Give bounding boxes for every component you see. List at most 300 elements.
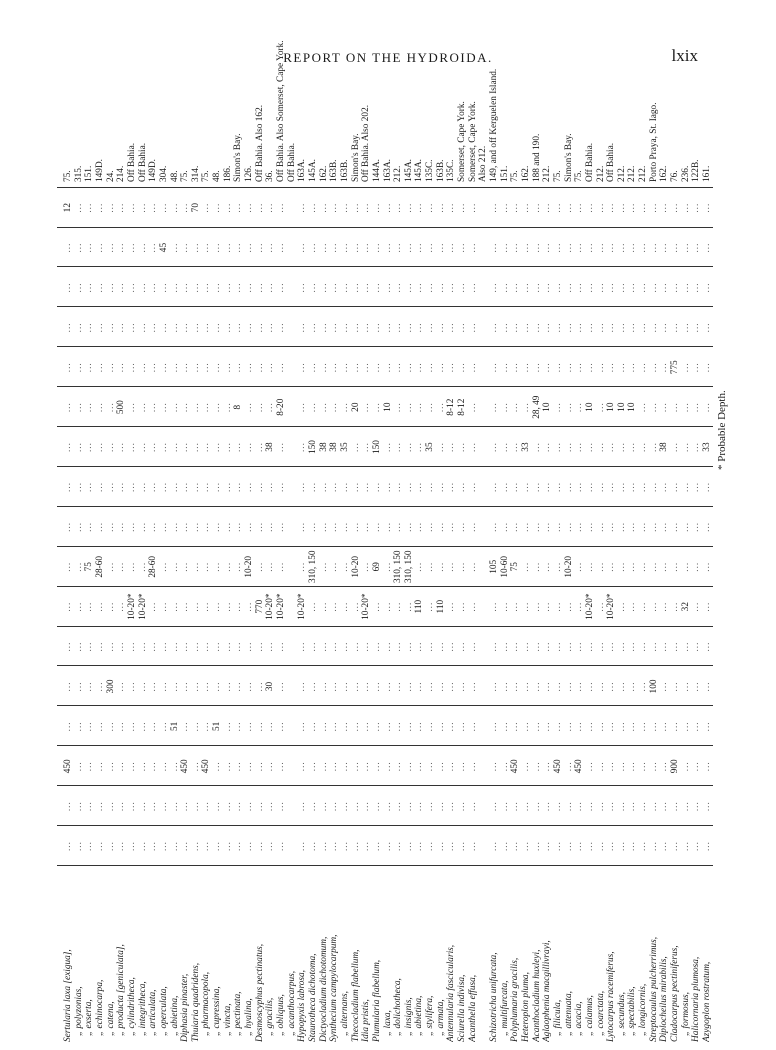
depth-cell: ... <box>244 841 255 852</box>
station-locality: 48. <box>169 170 180 182</box>
depth-cell: ... <box>489 402 499 413</box>
depth-cell: ... <box>670 841 681 852</box>
depth-cell: ... <box>595 442 606 453</box>
depth-cell: ... <box>307 761 318 772</box>
depth-cell: ... <box>606 681 617 692</box>
table-row <box>170 88 181 1042</box>
species-name: Diplocheilus mirabilis, <box>659 956 670 1042</box>
depth-cell: ... <box>457 322 468 333</box>
table-row <box>404 88 415 1042</box>
depth-cell: ... <box>265 282 276 293</box>
depth-cell: ... <box>116 481 127 492</box>
depth-cell: ... <box>297 841 308 852</box>
depth-cell: ... <box>201 841 212 852</box>
depth-cell: ... <box>265 721 276 732</box>
depth-cell: ... <box>297 481 308 492</box>
species-name: Acanthella effusa, <box>467 974 478 1042</box>
depth-cell: ... <box>446 561 457 572</box>
depth-cell: ... <box>552 322 563 333</box>
depth-cell: ... <box>318 242 329 253</box>
depth-cell: ... <box>595 841 606 852</box>
depth-cell: ... <box>446 801 457 812</box>
depth-cell: ... <box>116 801 127 812</box>
depth-cell: ... <box>73 242 84 253</box>
station-locality: 75. <box>574 170 585 182</box>
depth-cell: ... <box>339 402 350 413</box>
depth-cell: ... <box>371 322 382 333</box>
depth-cell: ... <box>148 322 159 333</box>
depth-cell: 10 <box>606 402 617 412</box>
depth-cell: ... <box>489 681 499 692</box>
station-locality: 304. <box>158 165 169 182</box>
depth-cell: ... <box>94 761 105 772</box>
depth-cell: ... <box>254 681 265 692</box>
depth-cell: ... <box>414 521 425 532</box>
depth-cell: ... <box>425 761 436 772</box>
depth-cell: ... <box>265 521 276 532</box>
depth-cell: ... <box>180 641 191 652</box>
depth-cell: ... <box>212 442 223 453</box>
species-name: „ cupressina, <box>212 986 223 1036</box>
depth-cell: ... <box>222 721 233 732</box>
depth-cell: ... <box>648 362 659 373</box>
depth-cell: ... <box>116 601 127 612</box>
depth-cell: ... <box>201 721 212 732</box>
depth-cell: ... <box>329 841 340 852</box>
depth-cell: ... <box>126 841 137 852</box>
depth-cell: ... <box>297 202 308 213</box>
depth-cell: ... <box>499 402 510 413</box>
depth-cell: ... <box>574 841 585 852</box>
depth-cell: 10-20* <box>297 593 308 620</box>
depth-cell: ... <box>105 202 116 213</box>
depth-cell: ... <box>105 322 116 333</box>
depth-cell: ... <box>489 721 499 732</box>
depth-cell: ... <box>520 561 531 572</box>
depth-cell: ... <box>638 442 649 453</box>
depth-cell: ... <box>616 561 627 572</box>
depth-cell: 110 <box>435 599 446 614</box>
depth-cell: ... <box>670 322 681 333</box>
depth-cell: ... <box>329 721 340 732</box>
depth-cell: ... <box>307 282 318 293</box>
depth-cell: ... <box>318 282 329 293</box>
depth-cell: ... <box>446 521 457 532</box>
depth-cell: ... <box>371 601 382 612</box>
depth-cell: ... <box>510 721 521 732</box>
depth-cell: ... <box>457 841 468 852</box>
depth-cell: ... <box>425 641 436 652</box>
depth-cell: ... <box>233 561 244 572</box>
depth-cell: ... <box>425 362 436 373</box>
depth-cell: ... <box>467 481 478 492</box>
depth-cell: ... <box>499 282 510 293</box>
depth-cell: ... <box>137 721 148 732</box>
depth-cell: ... <box>190 641 201 652</box>
depth-cell: ... <box>94 322 105 333</box>
depth-cell: ... <box>84 242 95 253</box>
depth-cell: ... <box>329 681 340 692</box>
depth-cell: ... <box>233 481 244 492</box>
depth-cell: ... <box>329 362 340 373</box>
depth-cell: 8 <box>233 404 244 410</box>
depth-cell: ... <box>489 362 499 373</box>
depth-cell: ... <box>180 282 191 293</box>
depth-cell: ... <box>489 641 499 652</box>
depth-cell: ... <box>403 801 414 812</box>
depth-cell: ... <box>595 481 606 492</box>
depth-cell: ... <box>212 202 223 213</box>
depth-cell: 10-20* <box>584 593 595 620</box>
depth-cell: ... <box>457 481 468 492</box>
depth-cell: ... <box>563 601 574 612</box>
depth-cell: ... <box>73 521 84 532</box>
species-name: Dictyocladium dichotomum, <box>318 936 329 1042</box>
depth-cell: ... <box>361 442 372 453</box>
depth-cell: ... <box>531 801 542 812</box>
depth-cell: ... <box>435 202 446 213</box>
depth-cell: ... <box>307 801 318 812</box>
depth-cell: ... <box>520 402 531 413</box>
depth-cell: ... <box>201 362 212 373</box>
depth-cell: ... <box>382 561 393 572</box>
depth-cell: ... <box>542 322 553 333</box>
depth-cell: 28-60 <box>148 555 159 578</box>
depth-cell: ... <box>329 481 340 492</box>
table-row <box>255 88 266 1042</box>
depth-cell: 38 <box>318 442 329 452</box>
depth-cell: 310, 150 <box>393 550 404 584</box>
depth-cell: ... <box>361 681 372 692</box>
depth-cell: ... <box>435 282 446 293</box>
depth-cell: 45 <box>158 242 169 253</box>
depth-cell: ... <box>222 561 233 572</box>
depth-cell: ... <box>563 362 574 373</box>
depth-cell: ... <box>467 242 478 253</box>
depth-cell: ... <box>169 601 180 612</box>
depth-cell: ... <box>339 601 350 612</box>
species-name: Thecocladium flabellum, <box>350 949 361 1042</box>
station-locality: 214. <box>116 165 127 182</box>
species-name: „ articulata, <box>148 989 159 1036</box>
depth-cell: ... <box>606 442 617 453</box>
species-name: „ stylifera, <box>425 995 436 1036</box>
depth-cell: ... <box>606 761 617 772</box>
station-locality: Off Bahia. Also 202. <box>361 104 372 182</box>
table-row <box>670 88 681 1042</box>
depth-cell: ... <box>63 721 73 732</box>
depth-cell: ... <box>126 521 137 532</box>
depth-cell: ... <box>627 362 638 373</box>
depth-cell: ... <box>563 322 574 333</box>
station-locality: 162. <box>520 165 531 182</box>
depth-cell: ... <box>595 561 606 572</box>
depth-cell: ... <box>137 362 148 373</box>
depth-cell: ... <box>201 561 212 572</box>
depth-cell: ... <box>627 641 638 652</box>
depth-cell: ... <box>648 641 659 652</box>
depth-cell: ... <box>702 721 712 732</box>
depth-cell: ... <box>180 242 191 253</box>
depth-cell: ... <box>382 282 393 293</box>
depth-cell: ... <box>116 202 127 213</box>
depth-cell: ... <box>595 322 606 333</box>
depth-cell: ... <box>63 601 73 612</box>
depth-cell: ... <box>244 761 255 772</box>
depth-cell: ... <box>361 801 372 812</box>
depth-cell: ... <box>648 561 659 572</box>
depth-cell: ... <box>350 641 361 652</box>
depth-cell: ... <box>403 202 414 213</box>
depth-cell: ... <box>425 282 436 293</box>
depth-cell: ... <box>158 481 169 492</box>
species-name: Plumularia flabellum, <box>371 959 382 1042</box>
depth-cell: ... <box>457 721 468 732</box>
depth-cell: ... <box>116 282 127 293</box>
depth-cell: ... <box>73 641 84 652</box>
depth-cell: ... <box>659 521 670 532</box>
table-row <box>297 88 308 1042</box>
depth-cell: ... <box>73 721 84 732</box>
depth-cell: ... <box>414 242 425 253</box>
depth-cell: ... <box>414 801 425 812</box>
depth-cell: ... <box>467 362 478 373</box>
table-row <box>649 88 660 1042</box>
species-name: „ acanthocarpus, <box>286 970 297 1036</box>
depth-cell: ... <box>116 242 127 253</box>
depth-cell: ... <box>435 521 446 532</box>
species-name: Halicornaria plumosa, <box>691 956 702 1042</box>
depth-cell: ... <box>403 322 414 333</box>
depth-cell: ... <box>425 721 436 732</box>
depth-cell: ... <box>648 442 659 453</box>
depth-cell: ... <box>702 641 712 652</box>
depth-cell: ... <box>84 442 95 453</box>
depth-cell: ... <box>318 641 329 652</box>
species-name: Streptocaulus pulcherrimus, <box>648 936 659 1042</box>
depth-cell: ... <box>361 641 372 652</box>
depth-cell: ... <box>510 282 521 293</box>
depth-cell: ... <box>403 402 414 413</box>
depth-cell: ... <box>659 841 670 852</box>
depth-cell: ... <box>520 761 531 772</box>
table-row <box>84 88 95 1042</box>
species-name: Thuiaria quadridens, <box>190 962 201 1042</box>
depth-cell: ... <box>190 721 201 732</box>
depth-cell: ... <box>542 481 553 492</box>
depth-cell: ... <box>180 402 191 413</box>
depth-cell: ... <box>212 402 223 413</box>
depth-cell: ... <box>276 202 286 213</box>
table-row <box>532 88 543 1042</box>
depth-cell: ... <box>84 521 95 532</box>
depth-cell: ... <box>659 601 670 612</box>
depth-cell: ... <box>382 202 393 213</box>
depth-cell: ... <box>339 322 350 333</box>
depth-cell: ... <box>648 202 659 213</box>
station-locality: 145A. <box>403 159 414 182</box>
depth-cell: ... <box>307 242 318 253</box>
depth-cell: ... <box>680 402 691 413</box>
depth-cell: ... <box>467 322 478 333</box>
depth-cell: ... <box>158 282 169 293</box>
depth-cell: ... <box>531 242 542 253</box>
depth-cell: ... <box>244 202 255 213</box>
depth-cell: ... <box>659 242 670 253</box>
depth-cell: ... <box>212 841 223 852</box>
depth-cell: ... <box>190 561 201 572</box>
depth-cell: ... <box>595 362 606 373</box>
species-name: „ formosus, <box>680 992 691 1036</box>
depth-cell: ... <box>520 801 531 812</box>
depth-cell: ... <box>233 521 244 532</box>
depth-cell: ... <box>307 681 318 692</box>
depth-cell: ... <box>382 601 393 612</box>
depth-cell: ... <box>531 521 542 532</box>
depth-cell: 450 <box>201 759 212 774</box>
depth-cell: 10-20* <box>276 593 286 620</box>
depth-cell: ... <box>467 442 478 453</box>
depth-cell: ... <box>489 601 499 612</box>
depth-cell: ... <box>414 362 425 373</box>
depth-cell: ... <box>180 841 191 852</box>
depth-cell: ... <box>307 202 318 213</box>
station-locality: 24. <box>105 170 116 182</box>
depth-cell: ... <box>552 681 563 692</box>
depth-cell: ... <box>542 442 553 453</box>
depth-cell: ... <box>63 841 73 852</box>
depth-cell: ... <box>595 681 606 692</box>
depth-cell: ... <box>148 282 159 293</box>
depth-cell: ... <box>94 721 105 732</box>
depth-cell: ... <box>382 761 393 772</box>
depth-cell: ... <box>457 282 468 293</box>
depth-cell: ... <box>169 641 180 652</box>
table-row <box>201 88 212 1042</box>
depth-cell: ... <box>702 841 712 852</box>
depth-cell: ... <box>158 322 169 333</box>
depth-cell: ... <box>680 761 691 772</box>
depth-cell: ... <box>552 601 563 612</box>
depth-cell: ... <box>627 601 638 612</box>
depth-cell: ... <box>222 761 233 772</box>
station-locality: 163B. <box>339 159 350 182</box>
table-row <box>510 88 521 1042</box>
depth-cell: ... <box>180 442 191 453</box>
depth-cell: ... <box>212 561 223 572</box>
depth-cell: ... <box>638 721 649 732</box>
table-row <box>329 88 340 1042</box>
depth-cell: 450 <box>510 759 521 774</box>
depth-cell: ... <box>393 721 404 732</box>
depth-cell: ... <box>137 561 148 572</box>
depth-cell: ... <box>403 761 414 772</box>
depth-cell: ... <box>254 521 265 532</box>
depth-cell: 10-60 <box>499 555 510 578</box>
species-name: Diphasia pinaster, <box>180 973 191 1042</box>
depth-cell: ... <box>307 362 318 373</box>
depth-cell: ... <box>499 841 510 852</box>
species-name: „ catena, <box>105 1001 116 1036</box>
depth-cell: ... <box>350 362 361 373</box>
table-row <box>95 88 106 1042</box>
depth-cell: ... <box>435 841 446 852</box>
depth-cell: ... <box>638 681 649 692</box>
depth-cell: ... <box>158 721 169 732</box>
depth-cell: ... <box>670 561 681 572</box>
depth-cell: ... <box>307 601 318 612</box>
depth-cell: ... <box>403 282 414 293</box>
station-locality: 186. <box>222 165 233 182</box>
depth-cell: ... <box>584 481 595 492</box>
depth-cell: ... <box>574 521 585 532</box>
depth-cell: ... <box>94 641 105 652</box>
depth-cell: ... <box>158 601 169 612</box>
depth-cell: 10-20 <box>563 555 574 578</box>
station-locality: Off Bahia. <box>286 142 297 182</box>
depth-cell: ... <box>169 681 180 692</box>
table-row <box>627 88 638 1042</box>
depth-cell: ... <box>254 801 265 812</box>
depth-cell: ... <box>702 322 712 333</box>
depth-cell: ... <box>435 721 446 732</box>
depth-cell: ... <box>616 721 627 732</box>
depth-cell: ... <box>531 322 542 333</box>
depth-cell: ... <box>339 362 350 373</box>
depth-cell: ... <box>627 721 638 732</box>
depth-cell: ... <box>276 242 286 253</box>
depth-cell: ... <box>116 641 127 652</box>
depth-cell: ... <box>63 521 73 532</box>
depth-cell: ... <box>244 402 255 413</box>
species-name: Sciurella indivisa, <box>457 974 468 1042</box>
depth-cell: ... <box>307 481 318 492</box>
depth-cell: 310, 150 <box>403 550 414 584</box>
depth-cell: ... <box>94 282 105 293</box>
depth-cell: ... <box>435 761 446 772</box>
depth-cell: 100 <box>648 679 659 694</box>
depth-cell: ... <box>393 841 404 852</box>
depth-cell: ... <box>648 242 659 253</box>
station-locality: Off Bahia. <box>606 142 617 182</box>
station-locality: Off Bahia. Also 162. <box>254 104 265 182</box>
depth-cell: ... <box>670 521 681 532</box>
depth-cell: ... <box>616 641 627 652</box>
depth-cell: ... <box>616 282 627 293</box>
species-name: „ calamus, <box>584 995 595 1036</box>
station-locality: Off Bahia. <box>584 142 595 182</box>
station-locality: 212. <box>638 165 649 182</box>
depth-cell: ... <box>552 442 563 453</box>
depth-cell: ... <box>73 402 84 413</box>
depth-cell: ... <box>63 801 73 812</box>
depth-cell: ... <box>94 202 105 213</box>
depth-cell: ... <box>531 481 542 492</box>
depth-cell: ... <box>499 481 510 492</box>
depth-cell: ... <box>254 481 265 492</box>
depth-cell: ... <box>190 601 201 612</box>
table-row <box>478 88 489 1042</box>
station-locality: 212. <box>542 165 553 182</box>
table-row <box>436 88 447 1042</box>
depth-cell: ... <box>435 442 446 453</box>
depth-cell: ... <box>137 761 148 772</box>
depth-cell: ... <box>595 721 606 732</box>
depth-cell: ... <box>361 242 372 253</box>
depth-cell: ... <box>574 681 585 692</box>
depth-cell: ... <box>648 481 659 492</box>
depth-cell: 105 <box>489 559 499 574</box>
